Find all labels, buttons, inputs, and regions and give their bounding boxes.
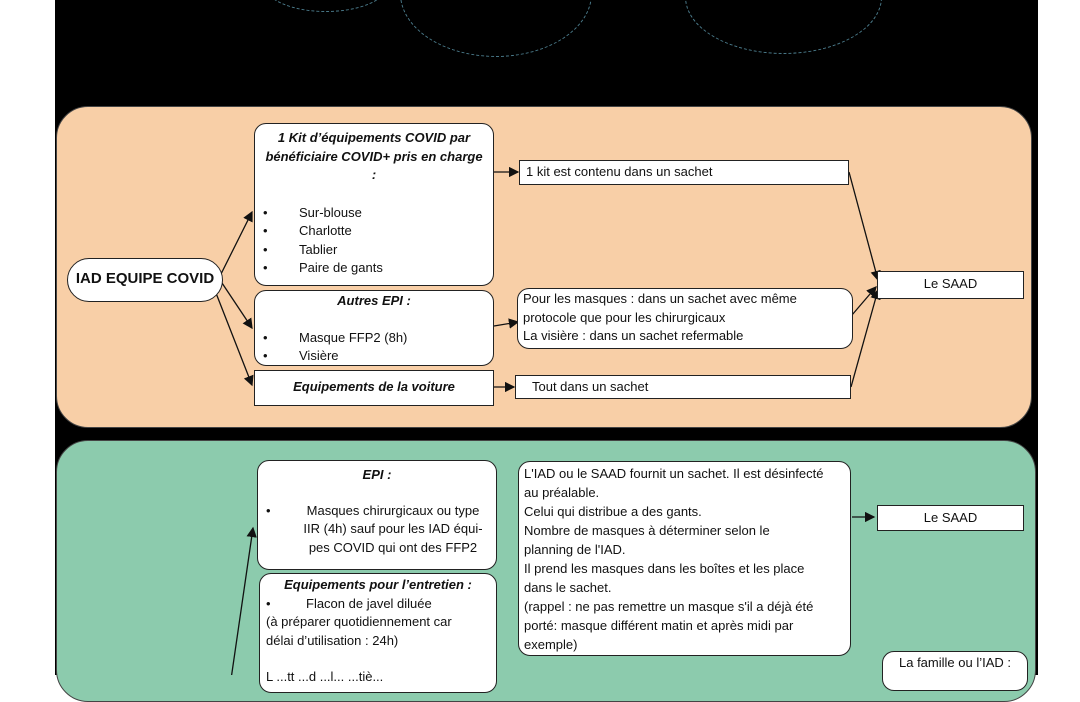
epi-note-box	[517, 288, 853, 349]
cleaning-line: (à préparer quotidiennement car	[266, 614, 452, 629]
list-item: • Masque FFP2 (8h)	[263, 329, 485, 348]
standard-epi-box	[257, 460, 497, 570]
cleaning-item-label: Flacon de javel diluée	[306, 595, 432, 611]
note-line: au préalable.	[524, 485, 600, 500]
note-line: Celui qui distribue a des gants.	[524, 504, 702, 519]
note-line: dans le sachet.	[524, 580, 612, 595]
cleaning-equipment-title: Equipements pour l’entretien :	[284, 577, 472, 592]
cleaning-partial-line: L ...tt ...d ...l... ...tiè...	[266, 669, 384, 684]
cleaning-line: délai d’utilisation : 24h)	[266, 632, 399, 648]
note-line: protocole que pour les chirurgicaux	[523, 309, 726, 325]
car-note-box: Tout dans un sachet	[515, 375, 851, 399]
car-equipment-title: Equipements de la voiture	[293, 379, 455, 394]
note-line: Pour les masques : dans un sachet avec même	[523, 291, 797, 306]
note-line: (rappel : ne pas remettre un masque s'il a déjà été	[524, 599, 814, 614]
iad-covid-team-node: IAD EQUIPE COVID	[67, 258, 223, 302]
saad-target-bottom: Le SAAD	[877, 505, 1024, 531]
list-item: • Paire de gants	[263, 259, 485, 278]
item-line: pes COVID qui ont des FFP2	[308, 539, 478, 555]
cleaning-equipment-box	[259, 573, 497, 693]
list-item: • Sur-blouse	[263, 204, 485, 223]
car-equipment-box	[254, 370, 494, 406]
other-epi-title: Autres EPI :	[337, 293, 411, 308]
standard-epi-note-box	[518, 461, 851, 656]
note-line: Il prend les masques dans les boîtes et les place	[524, 561, 805, 576]
other-epi-box	[254, 290, 494, 366]
list-item: • Tablier	[263, 241, 485, 260]
list-item: • Visière	[263, 347, 485, 366]
item-line: IIR (4h) sauf pour les IAD équi-	[303, 521, 483, 536]
covid-kit-box	[254, 123, 494, 286]
note-line: La visière : dans un sachet refermable	[523, 328, 744, 343]
note-line: planning de l'IAD.	[524, 542, 626, 557]
standard-epi-title: EPI :	[362, 467, 392, 482]
covid-kit-list	[263, 204, 485, 278]
kit-note-box: 1 kit est contenu dans un sachet	[519, 160, 849, 185]
note-line: exemple)	[524, 637, 578, 652]
list-item: • Charlotte	[263, 222, 485, 241]
standard-epi-item: • Masques chirurgicaux ou type IIR (4h) sauf pour les IAD équi- pes COVID qui ont des FFP2	[266, 502, 488, 558]
cleaning-item: • Flacon de javel diluée	[266, 595, 432, 611]
note-line: L'IAD ou le SAAD fournit un sachet. Il est désinfecté	[524, 466, 824, 481]
saad-target-top: Le SAAD	[877, 271, 1024, 299]
family-or-iad-box: La famille ou l’IAD :	[882, 651, 1028, 691]
item-line: Masques chirurgicaux ou type	[306, 502, 480, 518]
covid-kit-title: 1 Kit d’équipements COVID par bénéficiaire COVID+ pris en charge :	[265, 130, 483, 182]
note-line: Nombre de masques à déterminer selon le	[524, 523, 770, 538]
note-line: porté: masque différent matin et après midi par	[524, 618, 794, 633]
other-epi-list	[263, 329, 485, 366]
